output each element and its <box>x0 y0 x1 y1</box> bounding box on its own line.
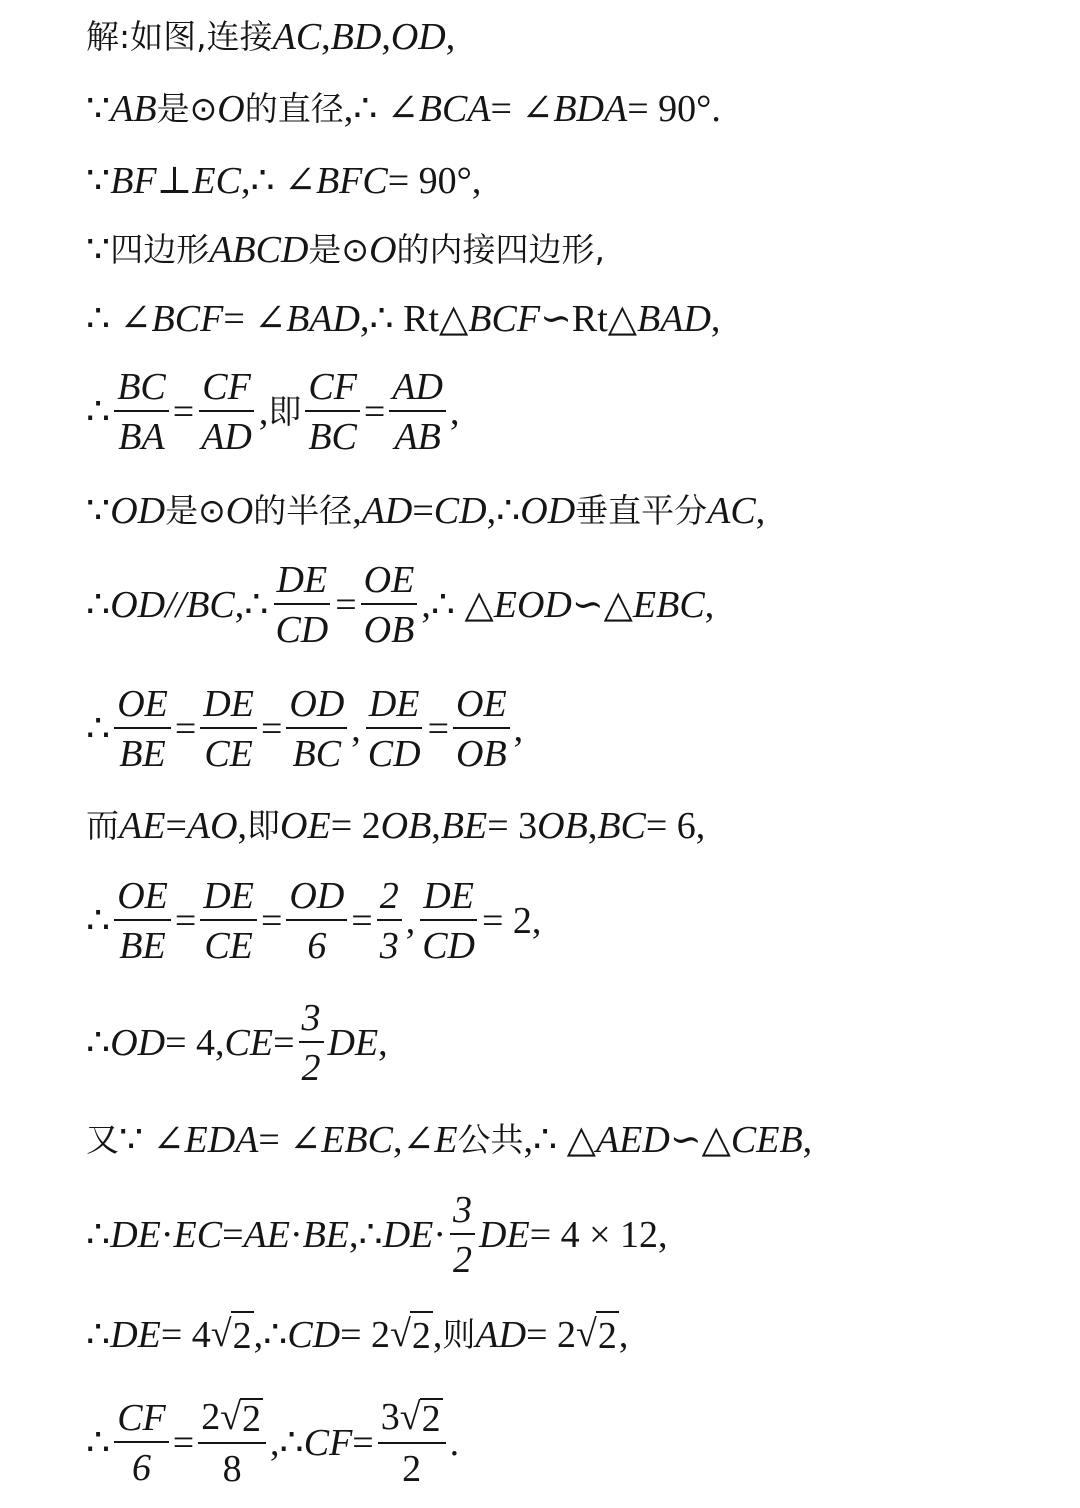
fraction-denominator: OB <box>363 609 415 651</box>
fraction-numerator: CF <box>305 368 360 412</box>
text-run: BDA <box>553 88 628 130</box>
radicand: 2 <box>231 1311 254 1359</box>
radical-sign-icon: √ <box>576 1313 597 1355</box>
fraction-denominator: 3 <box>379 925 399 967</box>
text-run: EBC <box>321 1119 393 1161</box>
text-run: ABCD <box>209 229 309 271</box>
text-run: = 2 <box>330 805 381 847</box>
text-run: ,∴ ∠ <box>343 88 419 130</box>
text-run: BCA <box>418 88 491 130</box>
text-run: OB <box>380 805 432 847</box>
fraction <box>114 685 171 773</box>
solution-line <box>86 227 605 273</box>
text-run: = <box>165 805 187 847</box>
fraction-numerator: OE <box>453 685 510 729</box>
text-run: = <box>412 490 434 532</box>
fraction-numerator <box>378 1398 446 1444</box>
fraction-denominator: 8 <box>222 1448 242 1490</box>
solution-line <box>86 488 765 534</box>
fraction <box>272 561 331 649</box>
text-run: AO <box>186 805 238 847</box>
text-run: = ∠ <box>223 298 287 340</box>
text-run: = <box>352 1422 374 1464</box>
solution-line <box>86 803 705 849</box>
text-run: = 4, <box>165 1022 225 1064</box>
text-run: BF <box>110 160 157 202</box>
text-run: CD <box>433 490 487 532</box>
fraction-numerator: CF <box>199 368 254 412</box>
text-run: BFC <box>315 160 388 202</box>
text-run: , <box>710 298 721 340</box>
text-run: = <box>363 391 386 433</box>
fraction-denominator: OB <box>456 733 507 775</box>
text-run: ∽△ <box>669 1119 731 1161</box>
text-run: 的半径 <box>253 491 353 530</box>
square-root <box>220 1398 263 1438</box>
text-run: ∽△ <box>571 584 633 626</box>
text-run: OD <box>520 490 576 532</box>
text-run: AB <box>110 88 157 130</box>
fraction <box>200 685 257 773</box>
text-run: = 4 <box>160 1314 211 1356</box>
text-run: ∽Rt△ <box>540 298 638 340</box>
fraction <box>389 368 446 456</box>
text-run: = 90°. <box>627 88 721 130</box>
text-run: BCF <box>468 298 541 340</box>
text-run: = 6, <box>645 805 706 847</box>
text-run: EOD <box>493 584 572 626</box>
text-run: 垂直平分 <box>575 491 708 530</box>
fraction-numerator: AD <box>389 368 446 412</box>
radical-sign-icon: √ <box>390 1313 411 1355</box>
text-run: OD//BC <box>110 584 235 626</box>
text-run: ,∴ <box>349 1214 383 1256</box>
text-run: BC <box>597 805 646 847</box>
text-run: CEB <box>730 1119 803 1161</box>
text-run: DE <box>110 1214 161 1256</box>
text-run: = 2 <box>340 1314 391 1356</box>
text-run: = <box>174 708 197 750</box>
fraction <box>198 1398 266 1488</box>
text-run: AD <box>361 490 413 532</box>
text-run: ∵ <box>86 229 111 271</box>
fraction-numerator: CF <box>114 1399 169 1443</box>
text-run: , <box>381 16 391 58</box>
fraction-denominator: CD <box>422 925 475 967</box>
text-run: ∴ <box>86 1214 111 1256</box>
coefficient: 3 <box>380 1396 400 1438</box>
fraction-numerator: DE <box>366 685 423 729</box>
text-run: DE <box>327 1022 379 1064</box>
text-run: O <box>225 490 254 532</box>
text-run: OE <box>280 805 331 847</box>
fraction-numerator: OE <box>114 877 171 921</box>
text-run: 的内接四边形, <box>396 230 606 269</box>
fraction-numerator: 3 <box>450 1191 475 1235</box>
text-run: ∵ ∠ <box>119 1119 185 1161</box>
text-run: , <box>755 490 766 532</box>
text-run: ∴ <box>86 900 111 942</box>
square-root <box>211 1311 254 1359</box>
fraction-denominator: AB <box>394 416 441 458</box>
fraction <box>286 685 347 773</box>
text-run: = <box>273 1022 295 1064</box>
text-run: , <box>405 900 416 942</box>
text-run: EC <box>173 1214 223 1256</box>
solution-line <box>86 1388 459 1498</box>
text-run: ,∴ △ <box>523 1119 596 1161</box>
text-run: O <box>369 229 397 271</box>
fraction-denominator: AD <box>201 416 252 458</box>
square-root <box>390 1311 433 1359</box>
text-run: OD <box>390 16 446 58</box>
text-run: ,∴ △ <box>421 584 494 626</box>
text-run: 解:如图,连接 <box>86 17 273 56</box>
text-run: OD <box>110 1022 166 1064</box>
text-run: OB <box>537 805 588 847</box>
coefficient: 2 <box>201 1396 221 1438</box>
text-run: E <box>434 1119 458 1161</box>
text-run: BAD <box>286 298 360 340</box>
text-run: AED <box>595 1119 670 1161</box>
square-root <box>400 1398 443 1438</box>
fraction-numerator <box>198 1398 266 1444</box>
text-run: DE <box>479 1214 530 1256</box>
text-run: CD <box>287 1314 341 1356</box>
text-run: ⊥ <box>156 160 193 202</box>
text-run: AD <box>475 1314 527 1356</box>
fraction <box>114 877 171 965</box>
radical-sign-icon: √ <box>220 1396 242 1438</box>
text-run: BAD <box>637 298 711 340</box>
fraction-denominator: CD <box>367 733 421 775</box>
fraction <box>377 877 402 965</box>
text-run: 是⊙ <box>308 230 370 269</box>
fraction-numerator: 3 <box>299 999 324 1043</box>
fraction-numerator: 2 <box>377 877 402 921</box>
text-run: DE <box>382 1214 434 1256</box>
radicand: 2 <box>410 1311 433 1359</box>
text-run: = <box>427 708 449 750</box>
fraction-numerator: DE <box>274 561 331 605</box>
text-run: 的直径 <box>244 89 344 128</box>
solution-line <box>86 1312 628 1358</box>
text-run: = <box>172 1422 195 1464</box>
text-run: ∴ <box>86 708 111 750</box>
fraction-numerator: OD <box>286 877 347 921</box>
text-run: , <box>321 16 331 58</box>
radical-sign-icon: √ <box>399 1396 421 1438</box>
fraction-denominator: 6 <box>131 1447 151 1489</box>
text-run: , <box>237 805 248 847</box>
fraction-numerator: OE <box>361 561 418 605</box>
text-run: , <box>802 1119 813 1161</box>
text-run: ∴ ∠ <box>86 298 152 340</box>
text-run: = 2, <box>482 900 542 942</box>
fraction-denominator: 2 <box>453 1239 473 1281</box>
text-run: = <box>335 584 357 626</box>
text-run: = <box>174 900 197 942</box>
fraction <box>286 877 347 965</box>
text-run: , <box>587 805 598 847</box>
fraction <box>450 1191 475 1279</box>
fraction-numerator: BC <box>114 368 169 412</box>
text-run: , <box>432 1314 443 1356</box>
square-root <box>576 1311 619 1359</box>
text-run: BD <box>330 16 382 58</box>
text-run: , <box>352 490 362 532</box>
text-run: 是⊙ <box>165 491 226 530</box>
fraction <box>378 1398 446 1488</box>
solution-line <box>86 296 720 342</box>
text-run: = <box>260 708 283 750</box>
fraction-denominator: CE <box>204 733 253 775</box>
text-run: = 90°, <box>387 160 482 202</box>
fraction-numerator: OD <box>286 685 347 729</box>
text-run: ,∴ Rt△ <box>359 298 469 340</box>
text-run: CF <box>303 1422 353 1464</box>
fraction-denominator: CD <box>275 609 329 651</box>
radicand: 2 <box>421 1398 441 1440</box>
fraction <box>305 368 360 456</box>
fraction-denominator: 2 <box>301 1047 321 1089</box>
fraction-denominator: 2 <box>402 1448 422 1490</box>
text-run: BE <box>302 1214 350 1256</box>
text-run: , <box>513 708 524 750</box>
text-run: · <box>160 1214 174 1256</box>
fraction <box>453 685 510 773</box>
fraction <box>299 999 324 1087</box>
text-run: 即 <box>247 806 281 845</box>
text-run: ∴ <box>86 391 111 433</box>
text-run: · <box>433 1214 447 1256</box>
text-run: = <box>260 900 283 942</box>
fraction <box>114 1399 169 1487</box>
text-run: 四边形 <box>110 230 210 269</box>
fraction-denominator: BE <box>119 733 166 775</box>
text-run: DE <box>110 1314 161 1356</box>
text-run: = ∠ <box>258 1119 322 1161</box>
text-run: ∴ <box>86 1422 111 1464</box>
text-run: BE <box>440 805 488 847</box>
fraction-numerator: DE <box>420 877 477 921</box>
text-run: AC <box>707 490 756 532</box>
text-run: ,∠ <box>392 1119 435 1161</box>
text-run: AE <box>119 805 166 847</box>
text-run: · <box>289 1214 303 1256</box>
text-run: AE <box>243 1214 290 1256</box>
text-run: ,∴ <box>270 1422 304 1464</box>
text-run: , <box>450 391 460 433</box>
fraction <box>198 368 255 456</box>
text-run: , <box>445 16 456 58</box>
text-run: , <box>258 391 269 433</box>
fraction-denominator: 6 <box>307 925 327 967</box>
fraction-numerator: DE <box>200 877 257 921</box>
text-run: ,∴ ∠ <box>240 160 316 202</box>
text-run: , <box>378 1022 388 1064</box>
solution-line <box>86 357 460 467</box>
text-run: EDA <box>184 1119 259 1161</box>
solution-line <box>86 86 721 132</box>
text-run: O <box>217 88 245 130</box>
text-run: ∵ <box>86 88 111 130</box>
text-run: ,∴ <box>234 584 269 626</box>
text-run: 是⊙ <box>156 89 218 128</box>
fraction-numerator: OE <box>114 685 171 729</box>
text-run: AC <box>272 16 322 58</box>
text-run: , <box>618 1314 629 1356</box>
fraction <box>114 368 169 456</box>
text-run: . <box>449 1422 460 1464</box>
fraction <box>361 561 418 649</box>
text-run: = 2 <box>526 1314 577 1356</box>
solution-line <box>86 988 388 1098</box>
text-run: 公共 <box>457 1120 524 1159</box>
text-run: ,∴ <box>486 490 521 532</box>
text-run: BCF <box>151 298 224 340</box>
text-run: = <box>351 900 373 942</box>
text-run: = 3 <box>487 805 538 847</box>
fraction <box>365 685 424 773</box>
text-run: 又 <box>86 1120 119 1159</box>
solution-line <box>86 866 541 976</box>
solution-line <box>86 14 455 60</box>
text-run: ∵ <box>86 160 111 202</box>
solution-line <box>86 550 714 660</box>
fraction <box>200 877 257 965</box>
text-run: = <box>222 1214 244 1256</box>
text-run: 而 <box>86 806 119 845</box>
text-run: ∴ <box>86 584 111 626</box>
text-run: 则 <box>442 1315 476 1354</box>
text-run: EBC <box>632 584 705 626</box>
solution-line <box>86 1117 812 1163</box>
fraction-denominator: BC <box>308 416 357 458</box>
radicand: 2 <box>242 1398 262 1440</box>
fraction-denominator: BA <box>118 416 165 458</box>
text-run: = <box>172 391 195 433</box>
fraction-denominator: BC <box>292 733 342 775</box>
text-run: ∴ <box>86 1314 111 1356</box>
text-run: OD <box>110 490 166 532</box>
solution-line <box>86 1180 668 1290</box>
text-run: , <box>704 584 715 626</box>
text-run: ∵ <box>86 490 111 532</box>
fraction <box>419 877 478 965</box>
solution-line <box>86 674 523 784</box>
fraction-denominator: CE <box>204 925 253 967</box>
text-run: EC <box>192 160 241 202</box>
solution-line <box>86 158 481 204</box>
text-run: = 4 × 12, <box>529 1214 668 1256</box>
fraction-numerator: DE <box>200 685 257 729</box>
text-run: = ∠ <box>490 88 554 130</box>
text-run: , <box>431 805 441 847</box>
text-run: , <box>351 708 361 750</box>
radicand: 2 <box>596 1311 619 1359</box>
radical-sign-icon: √ <box>210 1313 232 1355</box>
text-run: ∴ <box>86 1022 111 1064</box>
text-run: CE <box>224 1022 274 1064</box>
text-run: ,∴ <box>253 1314 288 1356</box>
text-run: 即 <box>268 392 302 431</box>
fraction-denominator: BE <box>119 925 166 967</box>
